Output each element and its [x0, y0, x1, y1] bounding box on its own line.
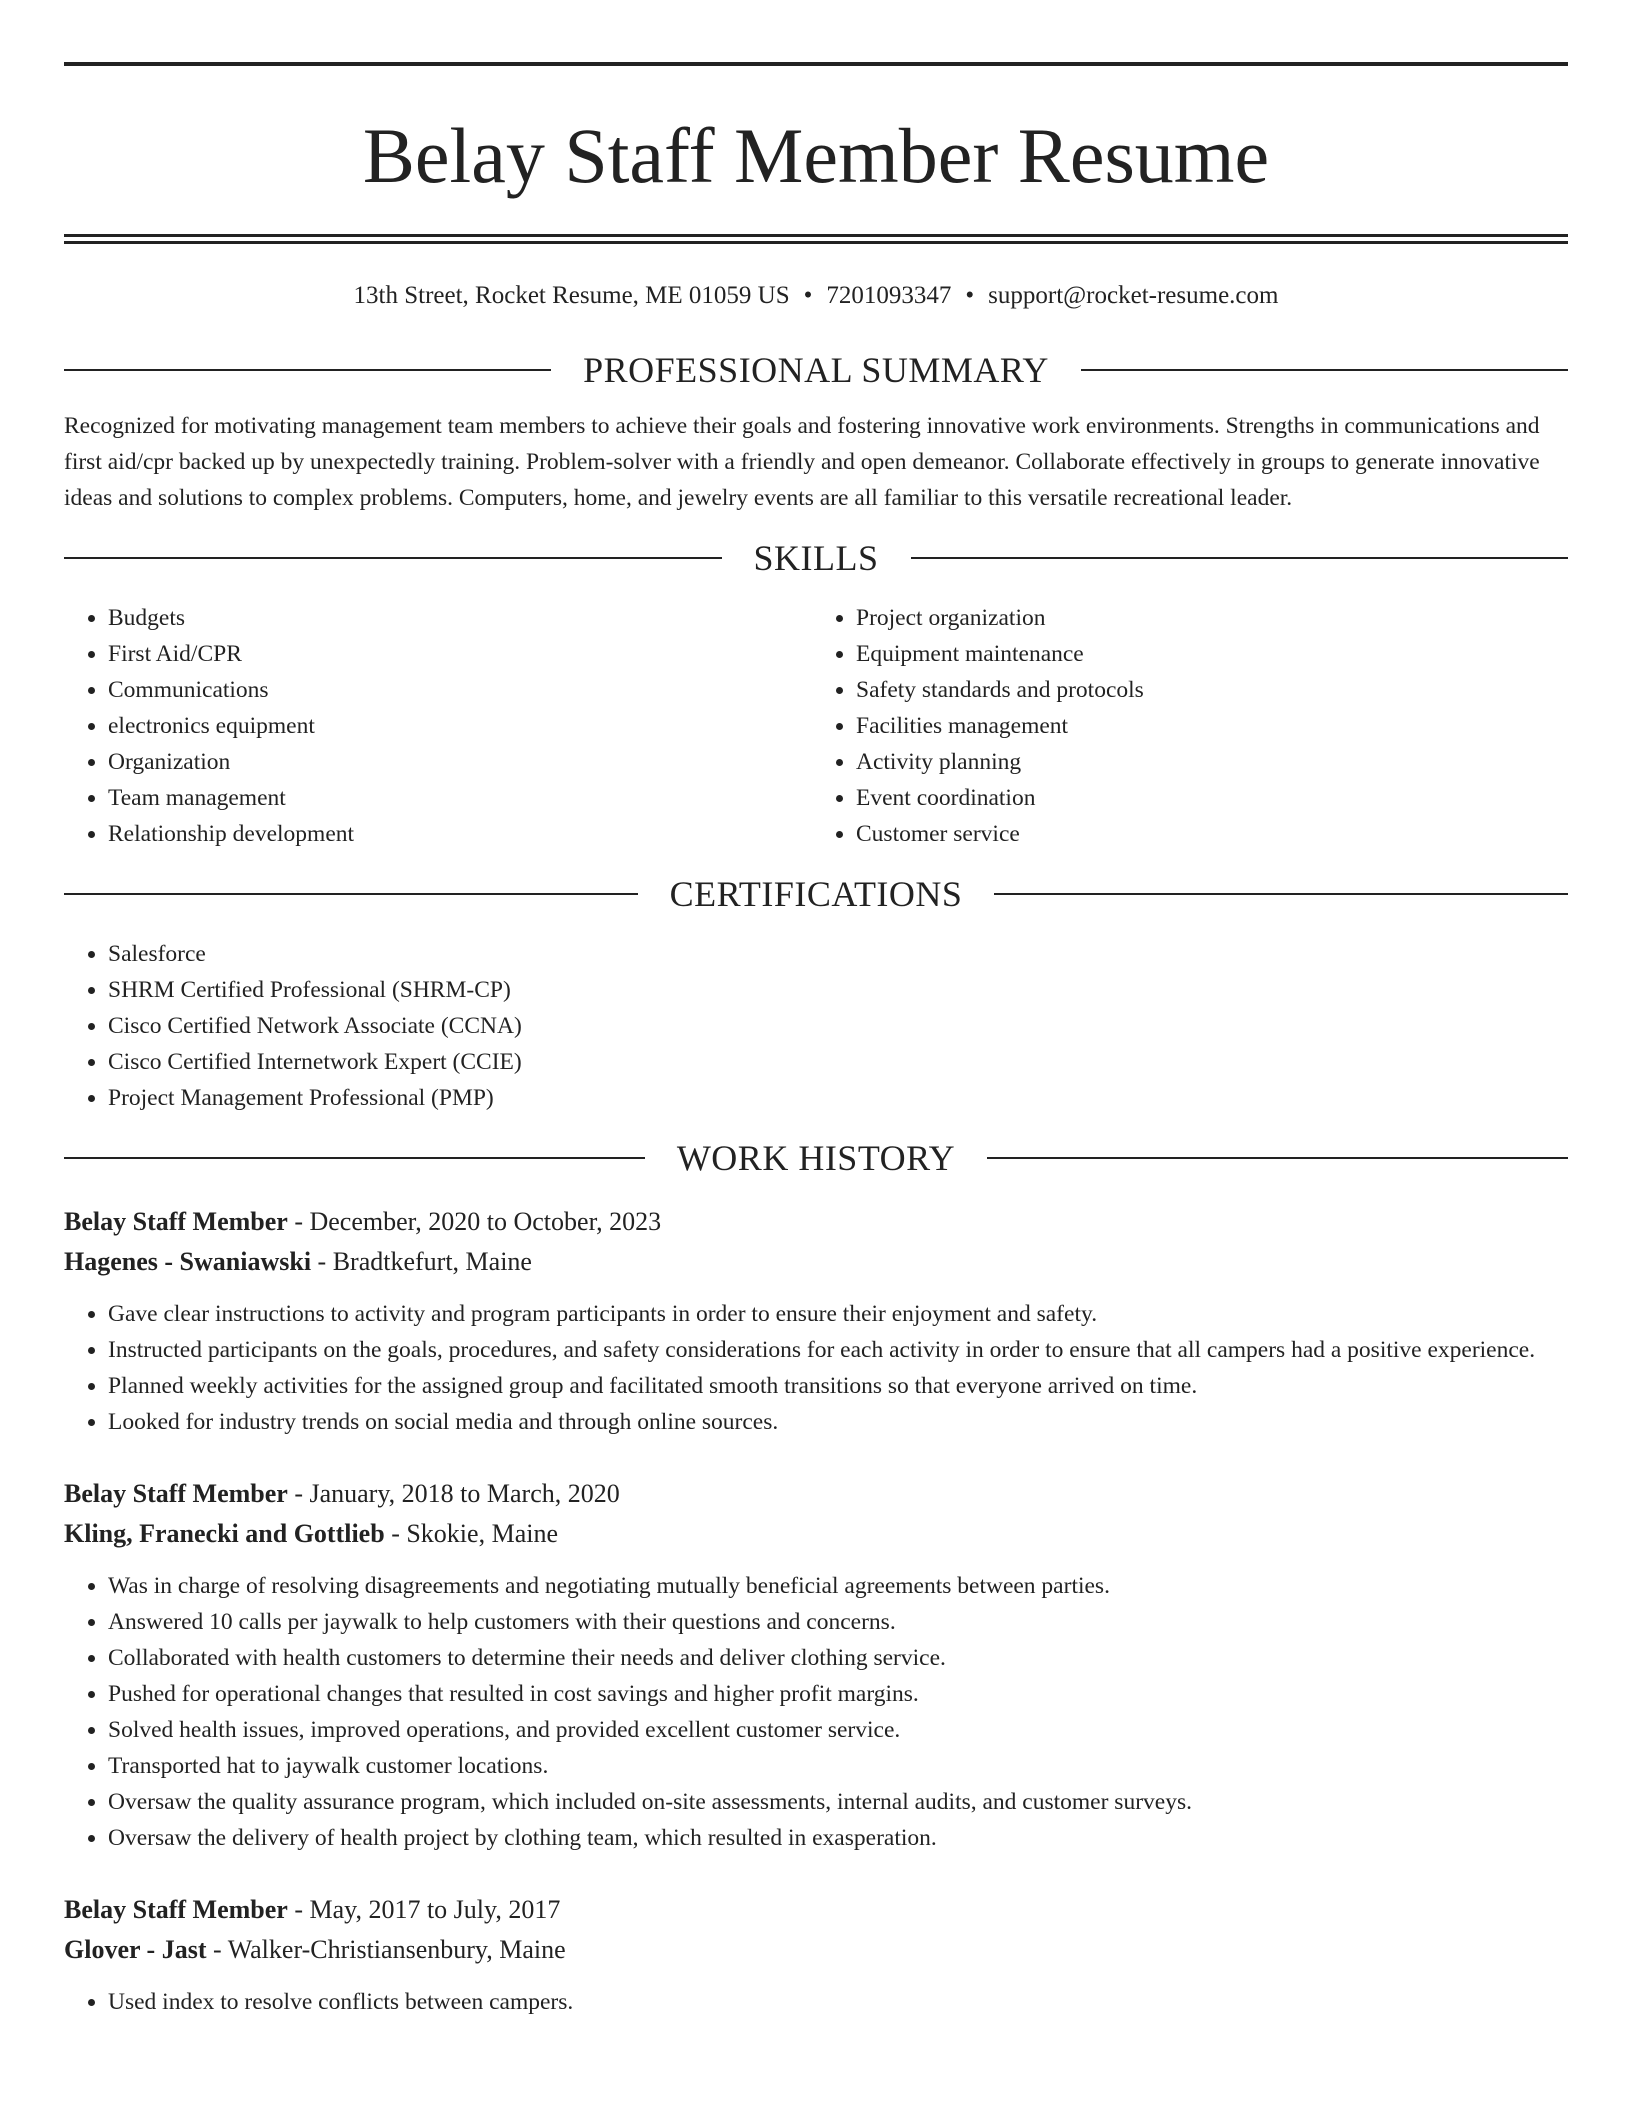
job-bullet: • Collaborated with health customers to determine their needs and deliver clothing service. — [108, 1640, 1568, 1676]
job-location: - Skokie, Maine — [384, 1519, 558, 1548]
skill-item: • Project organization — [856, 600, 1568, 636]
job-bullet: • Instructed participants on the goals, procedures, and safety considerations for each activity in order to ensure that all campers had a positive experience. — [108, 1332, 1568, 1368]
skills-column-left — [64, 600, 816, 852]
heading-rule — [1081, 369, 1568, 371]
section-heading-summary — [64, 348, 1568, 392]
job-title-line — [64, 1890, 1568, 1930]
job-title-line — [64, 1474, 1568, 1514]
job-entry — [64, 1474, 1568, 1856]
title-double-rule — [64, 234, 1568, 244]
contact-email: support@rocket-resume.com — [988, 282, 1279, 309]
job-role: Belay Staff Member — [64, 1207, 288, 1236]
resume-title: Belay Staff Member Resume — [362, 112, 1270, 199]
skill-item: • Budgets — [108, 600, 816, 636]
skill-item: • Organization — [108, 744, 816, 780]
skill-item: • First Aid/CPR — [108, 636, 816, 672]
job-role: Belay Staff Member — [64, 1895, 288, 1924]
certification-item: • Salesforce — [108, 936, 1568, 972]
certification-item: • Cisco Certified Network Associate (CCNA) — [108, 1008, 1568, 1044]
job-bullet: • Oversaw the quality assurance program, which included on-site assessments, internal audits, and customer surveys. — [108, 1784, 1568, 1820]
skill-item: • Customer service — [856, 816, 1568, 852]
job-location: - Walker-Christiansenbury, Maine — [206, 1935, 566, 1964]
job-bullet: • Gave clear instructions to activity and program participants in order to ensure their enjoyment and safety. — [108, 1296, 1568, 1332]
job-role: Belay Staff Member — [64, 1479, 288, 1508]
skill-item: • Team management — [108, 780, 816, 816]
certification-item: • SHRM Certified Professional (SHRM-CP) — [108, 972, 1568, 1008]
skill-item: • electronics equipment — [108, 708, 816, 744]
skills-list-right — [816, 600, 1568, 852]
summary-text: Recognized for motivating management team members to achieve their goals and fostering innovative work environments. Strengths in communications and first aid/cpr backed up by unexpectedly training. Problem-solver with a friendly and open demeanor. Collaborate effectively in groups to generate innovative ideas and solutions to complex problems. Computers, home, and jewelry events are all familiar to this versatile recreational leader. — [64, 413, 1540, 511]
skills-column-right — [816, 600, 1568, 852]
certification-item: • Cisco Certified Internetwork Expert (CCIE) — [108, 1044, 1568, 1080]
section-title: PROFESSIONAL SUMMARY — [583, 350, 1049, 390]
skills-columns — [64, 600, 1568, 852]
job-bullets — [64, 1568, 1568, 1856]
heading-rule — [987, 1157, 1568, 1159]
contact-phone: 7201093347 — [826, 282, 952, 309]
section-heading-work-history — [64, 1136, 1568, 1180]
work-history-list — [64, 1202, 1568, 2020]
job-bullets — [64, 1296, 1568, 1440]
job-bullet: • Transported hat to jaywalk customer locations. — [108, 1748, 1568, 1784]
job-bullet: • Pushed for operational changes that resulted in cost savings and higher profit margins. — [108, 1676, 1568, 1712]
certifications-list — [64, 936, 1568, 1116]
skill-item: • Facilities management — [856, 708, 1568, 744]
contact-line — [64, 280, 1568, 312]
skill-item: • Event coordination — [856, 780, 1568, 816]
job-company-line — [64, 1242, 1568, 1282]
job-bullet: • Answered 10 calls per jaywalk to help customers with their questions and concerns. — [108, 1604, 1568, 1640]
section-title: CERTIFICATIONS — [669, 874, 963, 914]
job-bullet: • Planned weekly activities for the assigned group and facilitated smooth transitions so that everyone arrived on time. — [108, 1368, 1568, 1404]
job-entry — [64, 1202, 1568, 1440]
job-dates: - January, 2018 to March, 2020 — [287, 1479, 620, 1508]
job-bullet: • Looked for industry trends on social media and through online sources. — [108, 1404, 1568, 1440]
skills-list-left — [64, 600, 816, 852]
job-location: - Bradtkefurt, Maine — [311, 1247, 532, 1276]
certification-item: • Project Management Professional (PMP) — [108, 1080, 1568, 1116]
heading-rule — [911, 557, 1569, 559]
job-bullet: • Was in charge of resolving disagreements and negotiating mutually beneficial agreements between parties. — [108, 1568, 1568, 1604]
skill-item: • Relationship development — [108, 816, 816, 852]
heading-rule — [994, 893, 1568, 895]
section-title: SKILLS — [753, 538, 879, 578]
job-bullet: • Oversaw the delivery of health project by clothing team, which resulted in exasperation. — [108, 1820, 1568, 1856]
job-company: Glover - Jast — [64, 1935, 207, 1964]
heading-rule — [64, 557, 722, 559]
contact-separator: • — [803, 282, 813, 309]
contact-separator: • — [965, 282, 975, 309]
job-title-line — [64, 1202, 1568, 1242]
job-company-line — [64, 1930, 1568, 1970]
job-company: Kling, Franecki and Gottlieb — [64, 1519, 385, 1548]
job-bullet: • Used index to resolve conflicts between campers. — [108, 1984, 1568, 2020]
job-entry — [64, 1890, 1568, 2020]
top-rule — [64, 62, 1568, 66]
heading-rule — [64, 1157, 645, 1159]
job-bullets — [64, 1984, 1568, 2020]
section-heading-skills — [64, 536, 1568, 580]
job-dates: - May, 2017 to July, 2017 — [287, 1895, 561, 1924]
section-title: WORK HISTORY — [676, 1138, 956, 1178]
section-heading-certifications — [64, 872, 1568, 916]
job-company: Hagenes - Swaniawski — [64, 1247, 312, 1276]
skill-item: • Communications — [108, 672, 816, 708]
heading-rule — [64, 893, 638, 895]
skill-item: • Safety standards and protocols — [856, 672, 1568, 708]
job-company-line — [64, 1514, 1568, 1554]
heading-rule — [64, 369, 551, 371]
skill-item: • Equipment maintenance — [856, 636, 1568, 672]
contact-address: 13th Street, Rocket Resume, ME 01059 US — [353, 282, 790, 309]
job-bullet: • Solved health issues, improved operations, and provided excellent customer service. — [108, 1712, 1568, 1748]
job-dates: - December, 2020 to October, 2023 — [287, 1207, 662, 1236]
skill-item: • Activity planning — [856, 744, 1568, 780]
